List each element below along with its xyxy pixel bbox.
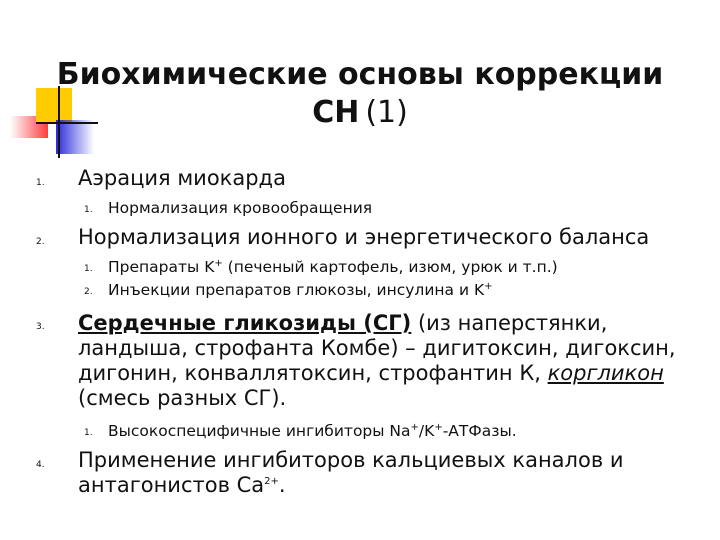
item-3-1-text — [108, 421, 517, 441]
item-2-2-text — [108, 280, 493, 300]
item-3-line-4: (смесь разных СГ). — [78, 386, 287, 410]
item-3-text — [78, 311, 698, 411]
item-1-1-text: Нормализация кровообращения — [108, 199, 373, 217]
item-3-line-1 — [78, 311, 698, 336]
item-2-2-pre: Инъекции препаратов глюкозы, инсулина и K — [108, 281, 485, 299]
item-4-line-2 — [78, 473, 698, 498]
item-3-line-2: ландыша, строфанта Комбе) – дигитоксин, дигоксин, — [78, 336, 676, 360]
item-3-number: 3. — [36, 322, 45, 332]
item-4-line-2-pre: антагонистов Са — [78, 473, 265, 497]
item-4-text — [78, 448, 698, 498]
item-2-1-sup: + — [214, 257, 223, 269]
item-4-number: 4. — [36, 460, 45, 470]
item-3-line-3-italic: коргликон — [547, 361, 664, 385]
item-3-1-sup-1: + — [410, 421, 419, 433]
item-3-1-sup-2: + — [434, 421, 443, 433]
title-line-2 — [20, 94, 700, 132]
item-2-1-number: 1. — [84, 264, 93, 274]
slide-title — [20, 56, 700, 132]
item-2-2-number: 2. — [84, 287, 93, 297]
item-2-number: 2. — [36, 237, 45, 247]
item-1-text: Аэрация миокарда — [78, 166, 286, 190]
item-2-1-post: (печеный картофель, изюм, урюк и т.п.) — [222, 258, 558, 276]
item-4-line-1: Применение ингибиторов кальциевых каналов и — [78, 448, 624, 472]
item-4-sup: 2+ — [264, 476, 279, 487]
item-3-1-mid: /K — [418, 422, 435, 440]
title-abbrev: СН — [312, 95, 360, 130]
item-2-text: Нормализация ионного и энергетического баланса — [78, 225, 650, 249]
item-3-line-3-pre: дигонин, конваллятоксин, строфантин К, — [78, 361, 548, 385]
item-1-number: 1. — [36, 178, 45, 188]
item-3-bold: Сердечные гликозиды (СГ) — [78, 311, 412, 335]
item-2-2-sup: + — [484, 280, 493, 292]
item-4-line-2-post: . — [278, 473, 286, 497]
item-3-line-1-rest: (из наперстянки, — [411, 311, 608, 335]
item-2-1-text — [108, 257, 558, 277]
item-3-1-pre: Высокоспецифичные ингибиторы Na — [108, 422, 411, 440]
item-3-1-number: 1. — [84, 428, 93, 438]
title-part-number: (1) — [365, 95, 408, 130]
title-line-1: Биохимические основы коррекции — [56, 57, 664, 92]
item-1-1-number: 1. — [84, 205, 93, 215]
item-2-1-pre: Препараты K — [108, 258, 215, 276]
item-3-1-post: -АТФазы. — [442, 422, 517, 440]
item-3-line-3 — [78, 361, 698, 386]
